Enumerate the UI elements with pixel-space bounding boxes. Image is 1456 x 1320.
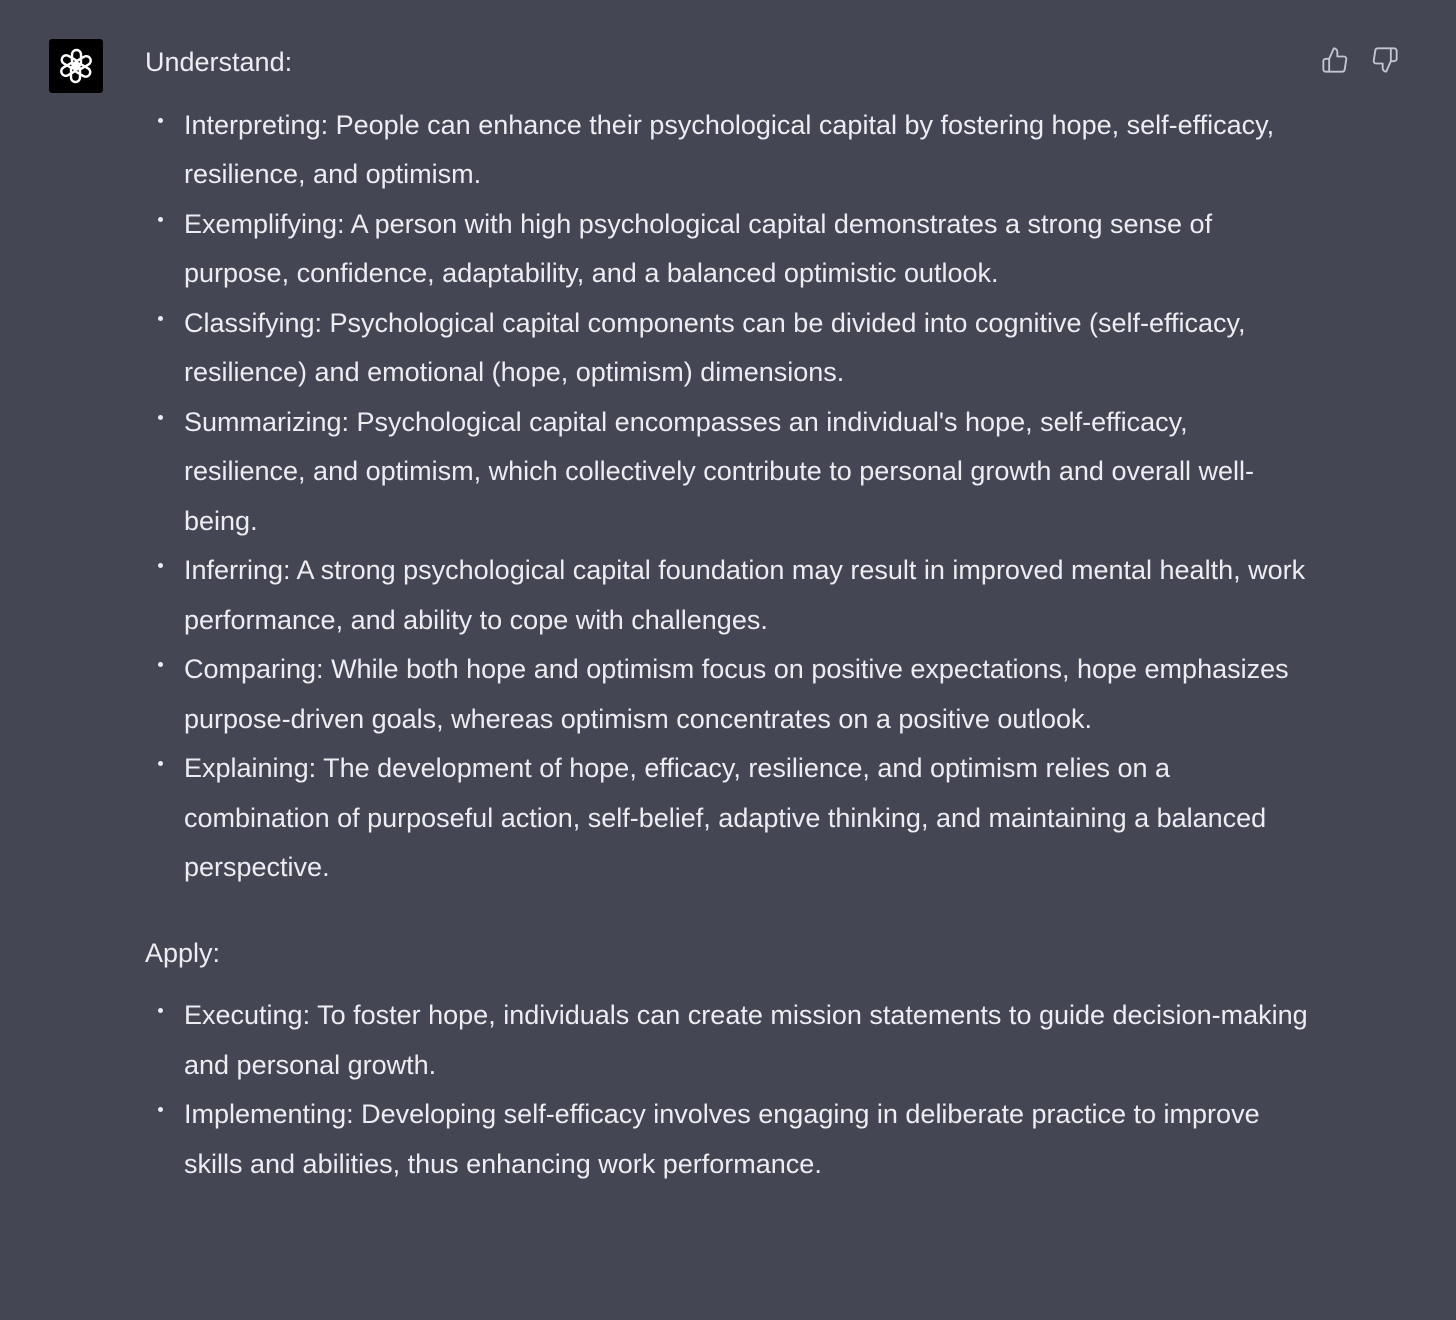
- list-item: Explaining: The development of hope, efficacy, resilience, and optimism relies on a combination of purposeful action, self-belief, adaptive thinking, and maintaining a balanced perspective.: [145, 744, 1315, 893]
- list-item: Summarizing: Psychological capital encompasses an individual's hope, self-efficacy, resilience, and optimism, which collectively contribute to personal growth and overall well-being.: [145, 398, 1315, 547]
- list-item: Inferring: A strong psychological capital foundation may result in improved mental health, work performance, and ability to cope with challenges.: [145, 546, 1315, 645]
- list-item: Implementing: Developing self-efficacy involves engaging in deliberate practice to improve skills and abilities, thus enhancing work performance.: [145, 1090, 1315, 1189]
- section-apply: [145, 929, 1315, 1190]
- message-content: [145, 38, 1315, 1189]
- bullet-list: [145, 991, 1315, 1189]
- feedback-controls: [1320, 44, 1400, 76]
- thumbs-up-icon: [1321, 46, 1349, 74]
- section-heading: Understand:: [145, 47, 293, 77]
- thumbs-down-icon: [1371, 46, 1399, 74]
- thumbs-down-button[interactable]: [1370, 44, 1400, 76]
- bullet-list: [145, 101, 1315, 893]
- openai-logo-icon: [56, 46, 96, 86]
- section-heading: Apply:: [145, 937, 221, 968]
- assistant-avatar: [49, 39, 103, 93]
- list-item: Comparing: While both hope and optimism focus on positive expectations, hope emphasizes purpose-driven goals, whereas optimism concentrates on a positive outlook.: [145, 645, 1315, 744]
- list-item: Exemplifying: A person with high psychological capital demonstrates a strong sense of purpose, confidence, adaptability, and a balanced optimistic outlook.: [145, 200, 1315, 299]
- thumbs-up-button[interactable]: [1320, 44, 1350, 76]
- list-item: Executing: To foster hope, individuals can create mission statements to guide decision-making and personal growth.: [145, 991, 1315, 1090]
- section-understand: [145, 38, 1315, 893]
- list-item: Interpreting: People can enhance their psychological capital by fostering hope, self-efficacy, resilience, and optimism.: [145, 101, 1315, 200]
- list-item: Classifying: Psychological capital components can be divided into cognitive (self-efficacy, resilience) and emotional (hope, optimism) dimensions.: [145, 299, 1315, 398]
